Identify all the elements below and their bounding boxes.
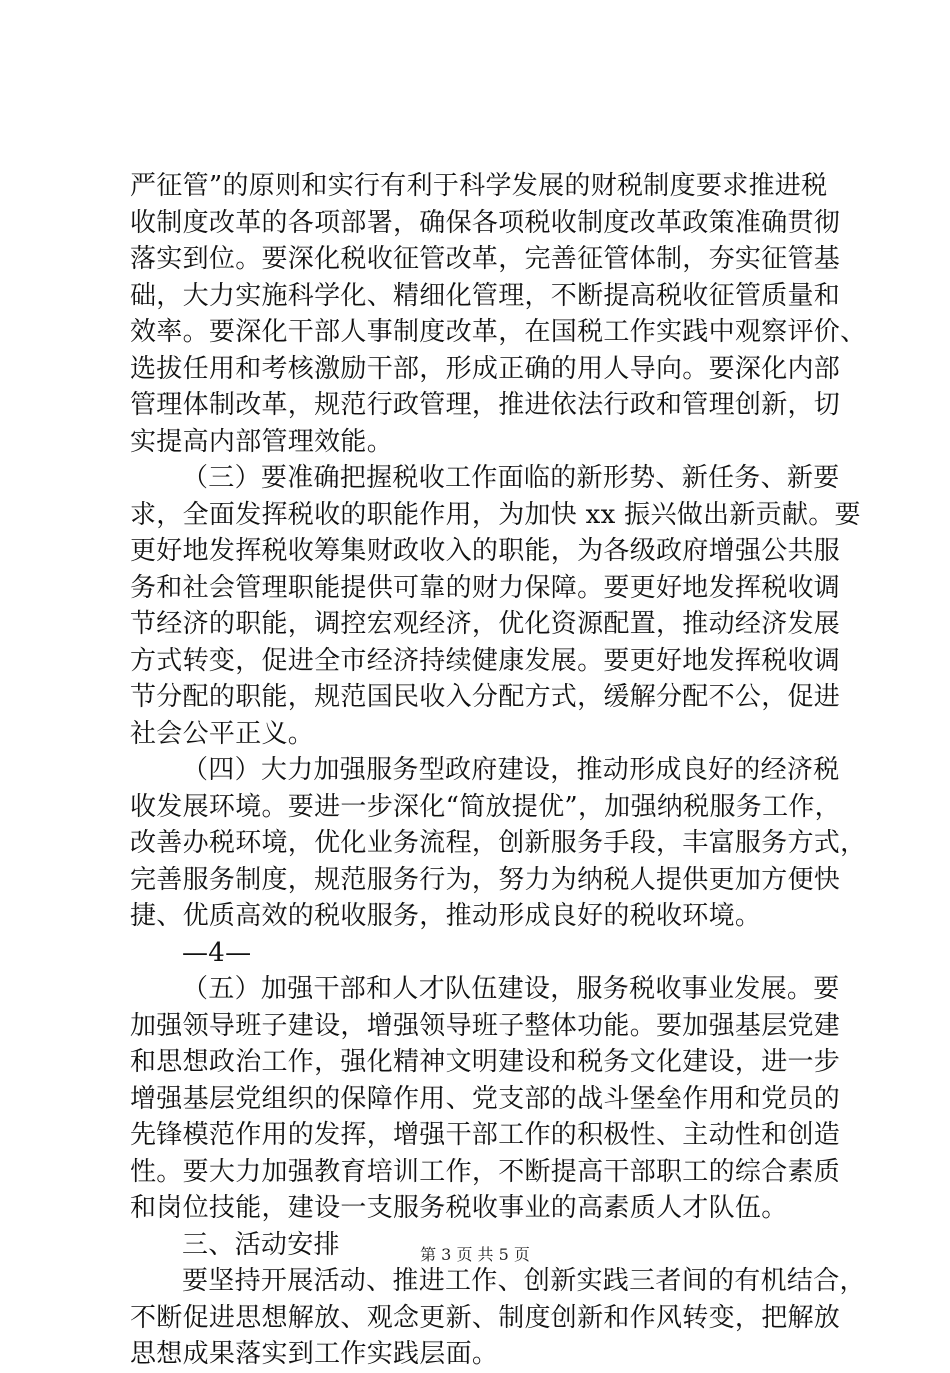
- text-line: 求，全面发挥税收的职能作用，为加快 xx 振兴做出新贡献。要: [130, 499, 861, 530]
- text-line: 先锋模范作用的发挥，增强干部工作的积极性、主动性和创造: [130, 1120, 841, 1150]
- text-line: 方式转变，促进全市经济持续健康发展。要更好地发挥税收调: [130, 645, 841, 676]
- text-line: 完善服务制度，规范服务行为，努力为纳税人提供更加方便快: [130, 864, 841, 895]
- paragraph-start-line: （三）要准确把握税收工作面临的新形势、新任务、新要: [182, 463, 840, 493]
- text-line: 社会公平正义。: [130, 718, 315, 749]
- text-line: 收发展环境。要进一步深化“简放提优”，加强纳税服务工作，: [130, 791, 841, 822]
- text-line: 效率。要深化干部人事制度改革，在国税工作实践中观察评价、: [130, 317, 867, 347]
- text-line: 收制度改革的各项部署，确保各项税收制度改革政策准确贯彻: [130, 207, 841, 238]
- text-line: 节分配的职能，规范国民收入分配方式，缓解分配不公，促进: [130, 682, 841, 712]
- section-heading: 三、活动安排: [182, 1229, 340, 1260]
- document-body: [130, 168, 867, 1373]
- inline-page-number: —4—: [182, 937, 252, 968]
- text-line: 严征管”的原则和实行有利于科学发展的财税制度要求推进税: [130, 171, 828, 201]
- text-line: 更好地发挥税收筹集财政收入的职能，为各级政府增强公共服: [130, 536, 841, 566]
- text-line: 管理体制改革，规范行政管理，推进依法行政和管理创新，切: [130, 390, 841, 420]
- text-line: 不断促进思想解放、观念更新、制度创新和作风转变，把解放: [130, 1302, 841, 1333]
- text-line: 实提高内部管理效能。: [130, 426, 394, 457]
- text-line: 增强基层党组织的保障作用、党支部的战斗堡垒作用和党员的: [130, 1083, 841, 1114]
- paragraph-start-line: 要坚持开展活动、推进工作、创新实践三者间的有机结合，: [182, 1266, 866, 1296]
- text-line: 思想成果落实到工作实践层面。: [130, 1339, 499, 1369]
- text-line: 础，大力实施科学化、精细化管理，不断提高税收征管质量和: [130, 280, 841, 311]
- text-line: 和岗位技能，建设一支服务税收事业的高素质人才队伍。: [130, 1193, 788, 1223]
- paragraph-start-line: （五）加强干部和人才队伍建设，服务税收事业发展。要: [182, 974, 840, 1004]
- text-line: 和思想政治工作，强化精神文明建设和税务文化建设，进一步: [130, 1047, 841, 1077]
- text-line: 性。要大力加强教育培训工作，不断提高干部职工的综合素质: [130, 1156, 841, 1187]
- text-line: 选拔任用和考核激励干部，形成正确的用人导向。要深化内部: [130, 353, 841, 384]
- page-footer: 第 3 页 共 5 页: [420, 1245, 530, 1264]
- text-line: 捷、优质高效的税收服务，推动形成良好的税收环境。: [130, 901, 762, 931]
- text-line: 落实到位。要深化税收征管改革，完善征管体制，夯实征管基: [130, 244, 841, 274]
- text-line: 改善办税环境，优化业务流程，创新服务手段，丰富服务方式，: [130, 828, 867, 858]
- text-line: 务和社会管理职能提供可靠的财力保障。要更好地发挥税收调: [130, 572, 841, 603]
- paragraph-start-line: （四）大力加强服务型政府建设，推动形成良好的经济税: [182, 755, 840, 785]
- text-line: 节经济的职能，调控宏观经济，优化资源配置，推动经济发展: [130, 609, 841, 639]
- text-line: 加强领导班子建设，增强领导班子整体功能。要加强基层党建: [130, 1010, 841, 1041]
